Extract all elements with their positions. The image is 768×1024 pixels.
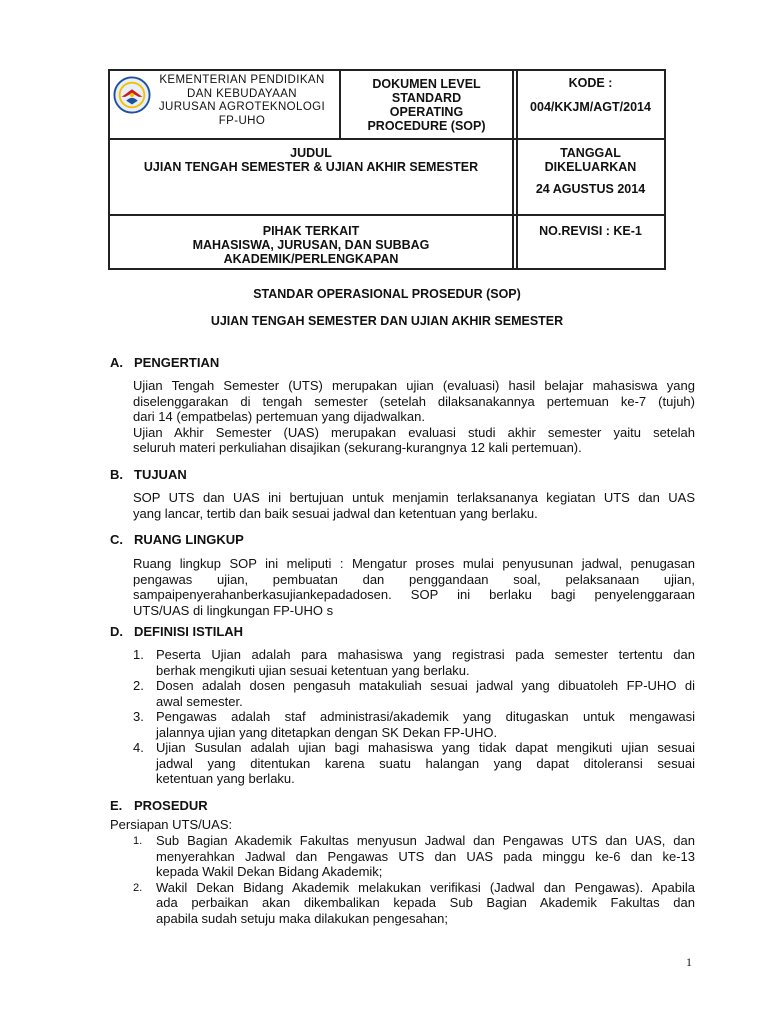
revisi-value: NO.REVISI : KE-1 <box>539 224 642 238</box>
list-item-number: 3. <box>133 709 144 724</box>
pihak-line-1: PIHAK TERKAIT <box>262 224 360 238</box>
section-e-letter: E. <box>110 798 123 813</box>
section-a-title: PENGERTIAN <box>134 355 220 370</box>
list-item-line: Peserta Ujian adalah para mahasiswa yang registrasi pada semester tertentu dan <box>156 647 695 662</box>
revisi-cell <box>517 224 664 238</box>
section-a-line-1: Ujian Tengah Semester (UTS) merupakan ujian (evaluasi) hasil belajar mahasiswa yang <box>133 378 695 393</box>
doc-title-1: STANDAR OPERASIONAL PROSEDUR (SOP) <box>253 287 521 301</box>
section-a-line-5: seluruh materi perkuliahan disajikan (sekurang-kurangnya 12 kali pertemuan). <box>133 440 582 455</box>
kode-label: KODE : <box>568 76 613 90</box>
list-item-number: 2. <box>133 678 144 693</box>
list-item <box>133 709 695 740</box>
table-border-right <box>664 69 666 269</box>
section-a-heading <box>110 355 219 370</box>
list-item-number: 1. <box>133 835 143 847</box>
list-item-line: berhak mengikuti ujian sesuai ketentuan yang berlaku. <box>156 662 470 678</box>
section-e-heading <box>110 798 208 813</box>
section-a-line-3: dari 14 (empatbelas) pertemuan yang dijadwalkan. <box>133 409 425 424</box>
section-d-heading <box>110 624 243 639</box>
section-c-line-4: UTS/UAS di lingkungan FP-UHO s <box>133 602 334 618</box>
tanggal-label-1: TANGGAL <box>560 146 621 160</box>
pihak-line-3: AKADEMIK/PERLENGKAPAN <box>223 252 399 266</box>
table-border-bottom <box>108 268 666 270</box>
doc-level-line-3: OPERATING <box>389 105 464 119</box>
section-b-line-1: SOP UTS dan UAS ini bertujuan untuk menjamin terlaksananya kegiatan UTS dan UAS <box>133 490 695 505</box>
doc-level-line-4: PROCEDURE (SOP) <box>367 119 486 133</box>
section-c-line-2: pengawas ujian, pembuatan dan penggandaan soal, pelaksanaan ujian, <box>133 571 695 587</box>
page-number: 1 <box>686 955 692 969</box>
section-c-title: RUANG LINGKUP <box>134 532 244 547</box>
section-b-letter: B. <box>110 467 123 482</box>
tanggal-value: 24 AGUSTUS 2014 <box>535 182 646 196</box>
list-item-number: 4. <box>133 740 144 755</box>
list-item-number: 1. <box>133 647 144 662</box>
list-item-line: ketentuan yang berlaku. <box>156 771 295 786</box>
list-item <box>133 740 695 787</box>
section-b-heading <box>110 467 187 482</box>
doc-level-line-1: DOKUMEN LEVEL <box>372 77 481 91</box>
list-item-line: awal semester. <box>156 693 243 709</box>
section-c-line-1: Ruang lingkup SOP ini meliputi : Mengatur proses mulai penyusunan jadwal, penugasan <box>133 556 695 571</box>
doc-title-2: UJIAN TENGAH SEMESTER DAN UJIAN AKHIR SEMESTER <box>210 314 564 328</box>
list-item <box>133 647 695 678</box>
section-d-letter: D. <box>110 624 123 639</box>
list-item-line: Ujian Susulan adalah ujian bagi mahasiswa yang tidak dapat mengikuti ujian sesuai <box>156 740 695 755</box>
list-item-line: Wakil Dekan Bidang Akademik melakukan verifikasi (Jadwal dan Pengawas). Apabila <box>156 879 695 895</box>
doc-level-cell <box>341 77 512 133</box>
section-e-title: PROSEDUR <box>134 798 208 813</box>
list-item-line: menyerahkan Jadwal dan Pengawas UTS dan UAS pada minggu ke-6 dan ke-13 <box>156 848 695 864</box>
kode-value: 004/KKJM/AGT/2014 <box>530 100 651 114</box>
ministry-line-2: DAN KEBUDAYAAN <box>187 87 297 100</box>
section-d-title: DEFINISI ISTILAH <box>134 624 244 639</box>
section-b-body <box>133 490 695 521</box>
ministry-cell <box>142 74 342 128</box>
list-item <box>133 880 695 927</box>
section-b-title: TUJUAN <box>134 467 187 482</box>
table-divider-1 <box>108 138 666 140</box>
list-item-line: apabila sudah setuju maka dilakukan pengesahan; <box>156 910 448 926</box>
judul-cell <box>110 146 512 174</box>
section-e-list <box>133 833 695 926</box>
ministry-line-3: JURUSAN AGROTEKNOLOGI <box>158 101 326 113</box>
judul-value: UJIAN TENGAH SEMESTER & UJIAN AKHIR SEMESTER <box>143 160 479 174</box>
section-a-line-4: Ujian Akhir Semester (UAS) merupakan evaluasi studi akhir semester yaitu setelah <box>133 424 695 440</box>
ministry-line-1: KEMENTERIAN PENDIDIKAN <box>159 74 325 86</box>
tanggal-label-2: DIKELUARKAN <box>544 160 637 174</box>
kode-cell <box>517 76 664 114</box>
list-item-line: ada perbaikan akan dikembalikan kepada Sub Bagian Akademik Fakultas dan <box>156 895 695 910</box>
ministry-line-4: FP-UHO <box>218 114 266 127</box>
table-divider-2 <box>108 214 666 216</box>
tanggal-cell <box>517 146 664 196</box>
list-item <box>133 833 695 880</box>
list-item-line: jalannya ujian yang ditetapkan dengan SK Dekan FP-UHO. <box>156 724 498 740</box>
list-item-line: Dosen adalah dosen pengasuh matakuliah sesuai jadwal yang dibuatoleh FP-UHO di <box>156 678 695 693</box>
section-c-heading <box>110 532 244 547</box>
doc-level-line-2: STANDARD <box>391 91 462 105</box>
section-a-letter: A. <box>110 355 123 370</box>
section-c-line-3: sampaipenyerahanberkasujiankepadadosen. SOP ini berlaku bagi penyelenggaraan <box>133 587 695 602</box>
judul-label: JUDUL <box>290 146 332 160</box>
list-item <box>133 678 695 709</box>
list-item-number: 2. <box>133 881 143 894</box>
section-d-list <box>133 647 695 787</box>
list-item-line: Sub Bagian Akademik Fakultas menyusun Jadwal dan Pengawas UTS dan UAS, dan <box>156 833 695 848</box>
section-b-line-2: yang lancar, tertib dan baik sesuai jadwal dan ketentuan yang berlaku. <box>133 505 538 521</box>
section-e-intro: Persiapan UTS/UAS: <box>110 817 233 832</box>
pihak-line-2: MAHASISWA, JURUSAN, DAN SUBBAG <box>192 238 430 252</box>
table-border-top <box>108 69 666 71</box>
list-item-line: Pengawas adalah staf administrasi/akademik yang ditugaskan untuk mengawasi <box>156 709 695 724</box>
list-item-line: jadwal yang ditentukan karena suatu halangan yang dapat ditoleransi sesuai <box>156 755 695 771</box>
section-a-line-2: diselenggarakan di tengah semester (setelah dilaksanakannya pertemuan ke-7 (tujuh) <box>133 393 695 409</box>
section-c-letter: C. <box>110 532 123 547</box>
section-c-body <box>133 556 695 618</box>
pihak-cell <box>110 224 512 266</box>
section-a-body <box>133 378 695 456</box>
list-item-line: kepada Wakil Dekan Bidang Akademik; <box>156 864 383 879</box>
table-col-divider-2 <box>512 69 514 269</box>
